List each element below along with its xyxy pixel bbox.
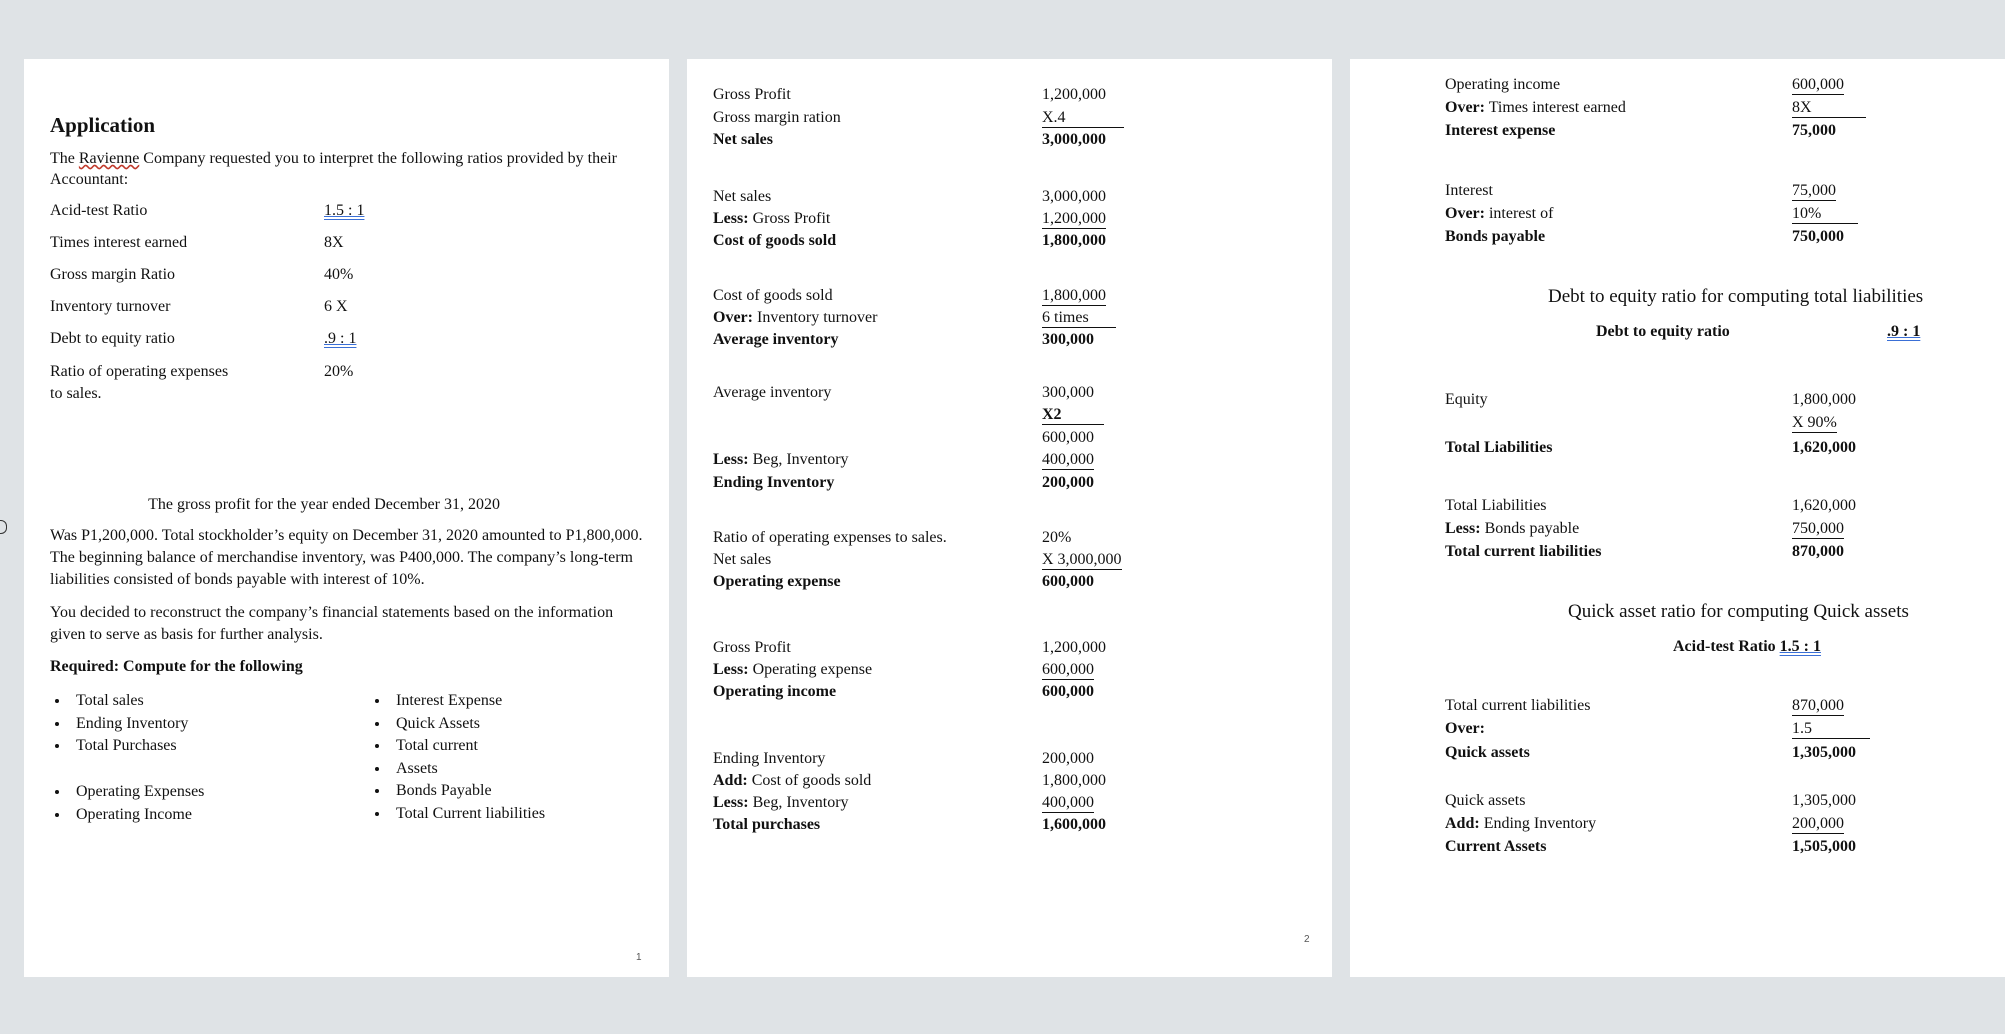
calc-value: 6 times xyxy=(1042,307,1116,329)
calc-label: Add: Ending Inventory xyxy=(1445,815,1597,832)
calc-label: Ratio of operating expenses to sales. xyxy=(713,529,947,546)
calc-value: X2 xyxy=(1042,404,1104,426)
calc-label: Gross margin ration xyxy=(713,109,841,126)
required-heading: Required: Compute for the following xyxy=(50,658,303,675)
calc-value: 1,800,000 xyxy=(1042,772,1106,789)
calc-value: 400,000 xyxy=(1042,794,1094,811)
calc-value: 400,000 xyxy=(1042,451,1094,468)
page-number: 2 xyxy=(1304,934,1310,945)
calc-label: Operating income xyxy=(1445,76,1561,93)
calc-result-label: Cost of goods sold xyxy=(713,232,837,249)
calc-result-value: 600,000 xyxy=(1042,683,1094,700)
calc-result-value: 1,620,000 xyxy=(1792,439,1856,456)
ratio-label: Gross margin Ratio xyxy=(50,266,176,283)
calc-label: Net sales xyxy=(713,188,772,205)
calc-result-label: Operating expense xyxy=(713,573,841,590)
calc-value: X.4 xyxy=(1042,107,1124,129)
ratio-label: Times interest earned xyxy=(50,234,188,251)
calc-value: 600,000 xyxy=(1042,429,1094,446)
document-page-2 xyxy=(687,59,1332,977)
calc-label: Less: Operating expense xyxy=(713,661,873,678)
document-page-3 xyxy=(1350,59,2005,977)
calc-label: Net sales xyxy=(713,551,772,568)
window-edge-handle xyxy=(0,520,7,534)
section-heading: Quick asset ratio for computing Quick assets xyxy=(1568,601,1909,622)
list-item: • Total current xyxy=(390,735,545,758)
list-item: • Bonds Payable xyxy=(390,780,545,803)
ratio-value: .9 : 1 xyxy=(1887,323,1921,340)
calc-value: 600,000 xyxy=(1792,76,1844,93)
calc-result-label: Bonds payable xyxy=(1445,228,1546,245)
calc-value: 200,000 xyxy=(1042,750,1094,767)
company-name: Ravienne xyxy=(78,150,140,167)
calc-result-label: Total Liabilities xyxy=(1445,439,1553,456)
calc-label: Over: Times interest earned xyxy=(1445,99,1626,116)
ratio-value: 1.5 : 1 xyxy=(324,202,365,219)
calc-value: 8X xyxy=(1792,97,1866,119)
list-item: • Ending Inventory xyxy=(70,713,188,736)
calc-label: Less: Beg, Inventory xyxy=(713,451,849,468)
calc-label: Average inventory xyxy=(713,384,832,401)
calc-result-value: 200,000 xyxy=(1042,474,1094,491)
ratio-value: .9 : 1 xyxy=(324,330,357,347)
calc-value: 75,000 xyxy=(1792,182,1836,199)
calc-value: 1,200,000 xyxy=(1042,210,1106,227)
calc-value: 1,800,000 xyxy=(1792,391,1856,408)
calc-result-value: 3,000,000 xyxy=(1042,131,1106,148)
list-item: • Quick Assets xyxy=(390,713,545,736)
calc-label: Over: interest of xyxy=(1445,205,1554,222)
ratio-label: Acid-test Ratio xyxy=(50,202,148,219)
calc-label: Add: Cost of goods sold xyxy=(713,772,872,789)
calc-result-label: Ending Inventory xyxy=(713,474,835,491)
document-page-1 xyxy=(24,59,669,977)
list-item: • Assets xyxy=(390,758,545,781)
centered-line: The gross profit for the year ended December 31, 2020 xyxy=(148,496,500,513)
required-list-left xyxy=(50,690,188,758)
calc-label: Less: Gross Profit xyxy=(713,210,831,227)
calc-result-label: Total purchases xyxy=(713,816,821,833)
calc-value: 1,800,000 xyxy=(1042,287,1106,304)
calc-value: X 90% xyxy=(1792,414,1837,431)
ratio-label: Acid-test Ratio 1.5 : 1 xyxy=(1673,638,1821,655)
problem-paragraph: Was P1,200,000. Total stockholder’s equity on December 31, 2020 amounted to P1,800,000. The beginning balance of merchandise inventory, was P400,000. The company’s long-term liabilities consisted of bonds payable with interest of 10%. xyxy=(50,527,643,588)
section-heading: Debt to equity ratio for computing total liabilities xyxy=(1548,286,1924,307)
calc-result-value: 1,305,000 xyxy=(1792,744,1856,761)
calc-value: 1.5 xyxy=(1792,718,1870,740)
calc-label: Less: Beg, Inventory xyxy=(713,794,849,811)
list-item: • Total sales xyxy=(70,690,188,713)
calc-value: 3,000,000 xyxy=(1042,188,1106,205)
calc-value: 750,000 xyxy=(1792,520,1844,537)
calc-value: 1,305,000 xyxy=(1792,792,1856,809)
list-item: • Total Current liabilities xyxy=(390,803,545,826)
calc-label: Equity xyxy=(1445,391,1488,408)
calc-label: Quick assets xyxy=(1445,792,1526,809)
calc-label: Over: Inventory turnover xyxy=(713,309,878,326)
calc-label: Cost of goods sold xyxy=(713,287,833,304)
list-item: • Total Purchases xyxy=(70,735,188,758)
calc-result-value: 1,505,000 xyxy=(1792,838,1856,855)
calc-value: 200,000 xyxy=(1792,815,1844,832)
ratio-value: 20% xyxy=(324,363,354,380)
instruction-paragraph: You decided to reconstruct the company’s financial statements based on the information given to serve as basis for further analysis. xyxy=(50,604,614,643)
calc-value: 1,200,000 xyxy=(1042,86,1106,103)
calc-label: Gross Profit xyxy=(713,86,791,103)
calc-result-label: Net sales xyxy=(713,131,773,148)
calc-label: Ending Inventory xyxy=(713,750,826,767)
calc-result-value: 300,000 xyxy=(1042,331,1094,348)
calc-value: 1,620,000 xyxy=(1792,497,1856,514)
calc-label: Total current liabilities xyxy=(1445,697,1591,714)
intro-text-end: Company requested you to interpret the following ratios provided by their Accountant: xyxy=(50,150,617,188)
list-item: • Operating Income xyxy=(70,804,204,827)
required-list-right xyxy=(370,690,545,825)
ratio-value: 8X xyxy=(324,234,344,251)
page-number: 1 xyxy=(636,952,642,963)
ratio-value: 6 X xyxy=(324,298,348,315)
calc-result-value: 75,000 xyxy=(1792,122,1836,139)
calc-result-label: Operating income xyxy=(713,683,837,700)
calc-label: Less: Bonds payable xyxy=(1445,520,1580,537)
calc-label: Interest xyxy=(1445,182,1493,199)
calc-value: 300,000 xyxy=(1042,384,1094,401)
calc-label: Over: xyxy=(1445,720,1485,737)
calc-result-label: Interest expense xyxy=(1445,122,1556,139)
ratio-label: Ratio of operating expenses xyxy=(50,363,229,380)
ratio-label-continued: to sales. xyxy=(50,385,102,402)
calc-result-value: 1,800,000 xyxy=(1042,232,1106,249)
calc-result-label: Total current liabilities xyxy=(1445,543,1602,560)
required-list-left-2 xyxy=(50,781,204,826)
calc-result-value: 750,000 xyxy=(1792,228,1844,245)
list-item: • Operating Expenses xyxy=(70,781,204,804)
calc-value: 20% xyxy=(1042,529,1072,546)
intro-text-start: The xyxy=(50,150,79,167)
calc-result-value: 870,000 xyxy=(1792,543,1844,560)
calc-value: 600,000 xyxy=(1042,661,1094,678)
ratio-label: Debt to equity ratio xyxy=(50,330,175,347)
calc-result-value: 1,600,000 xyxy=(1042,816,1106,833)
calc-result-label: Quick assets xyxy=(1445,744,1530,761)
ratio-label: Debt to equity ratio xyxy=(1596,323,1730,340)
calc-value: 1,200,000 xyxy=(1042,639,1106,656)
calc-value: 870,000 xyxy=(1792,697,1844,714)
calc-result-label: Average inventory xyxy=(713,331,839,348)
calc-value: 10% xyxy=(1792,203,1858,225)
calc-result-label: Current Assets xyxy=(1445,838,1547,855)
calc-label: Total Liabilities xyxy=(1445,497,1547,514)
ratio-label: Inventory turnover xyxy=(50,298,171,315)
calc-value: X 3,000,000 xyxy=(1042,551,1122,568)
page-heading: Application xyxy=(50,113,156,137)
intro-paragraph xyxy=(50,148,650,190)
list-item: • Interest Expense xyxy=(390,690,545,713)
calc-result-value: 600,000 xyxy=(1042,573,1094,590)
ratio-value: 40% xyxy=(324,266,354,283)
calc-label: Gross Profit xyxy=(713,639,791,656)
